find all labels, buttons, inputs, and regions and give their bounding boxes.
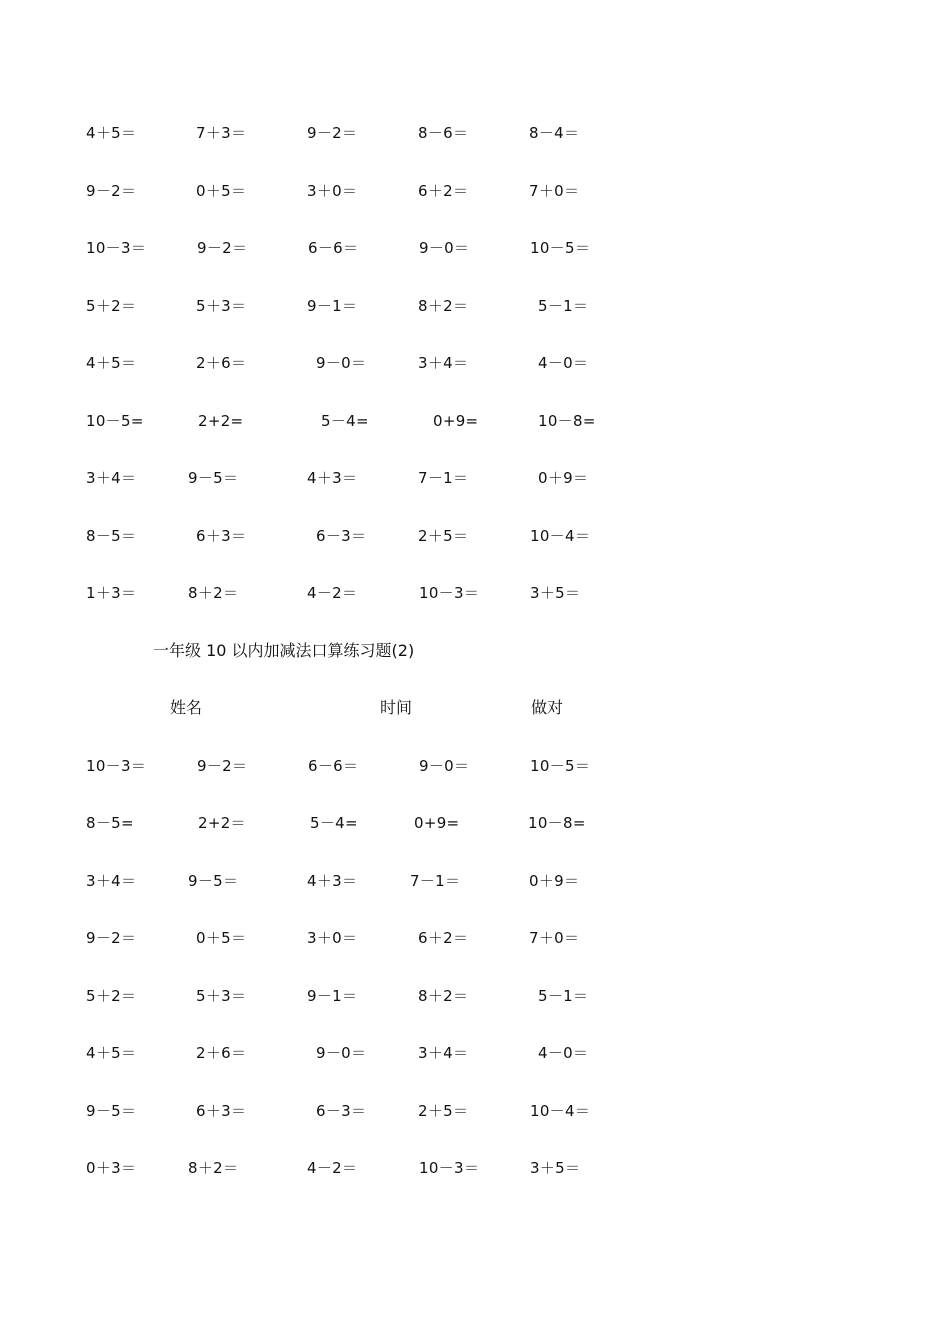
problem: 5－1＝ bbox=[538, 987, 589, 1005]
problem: 0＋9＝ bbox=[529, 872, 580, 890]
problem-row bbox=[0, 1041, 950, 1065]
problem: 4－0＝ bbox=[538, 1044, 589, 1062]
problem: 4＋3＝ bbox=[307, 872, 358, 890]
problem: 9－2＝ bbox=[307, 124, 358, 142]
correct-label: 做对 bbox=[531, 698, 564, 717]
problem: 6－6＝ bbox=[308, 757, 359, 775]
problem-row bbox=[0, 1099, 950, 1123]
problem-row bbox=[0, 409, 950, 433]
problem: 9－1＝ bbox=[307, 987, 358, 1005]
problem: 4＋3＝ bbox=[307, 469, 358, 487]
problem: 9－2＝ bbox=[197, 239, 248, 257]
problem: 2＋5＝ bbox=[418, 527, 469, 545]
problem: 0＋3＝ bbox=[86, 1159, 137, 1177]
problem-row bbox=[0, 984, 950, 1008]
problem-row bbox=[0, 1156, 950, 1180]
problem: 7－1＝ bbox=[410, 872, 461, 890]
problem: 5＋2＝ bbox=[86, 297, 137, 315]
problem: 9－2＝ bbox=[197, 757, 248, 775]
problem: 3＋5＝ bbox=[530, 1159, 581, 1177]
problem: 7＋3＝ bbox=[196, 124, 247, 142]
problem: 0+9= bbox=[433, 412, 479, 430]
problem: 2＋6＝ bbox=[196, 354, 247, 372]
problem: 4－2＝ bbox=[307, 584, 358, 602]
problem: 8－5＝ bbox=[86, 527, 137, 545]
problem: 10－5= bbox=[86, 412, 144, 430]
problem-row bbox=[0, 466, 950, 490]
problem: 8－4＝ bbox=[529, 124, 580, 142]
name-label: 姓名 bbox=[170, 698, 203, 717]
problem: 8＋2＝ bbox=[188, 1159, 239, 1177]
problem: 6＋3＝ bbox=[196, 527, 247, 545]
problem-row bbox=[0, 524, 950, 548]
problem: 6－3＝ bbox=[316, 1102, 367, 1120]
problem-row bbox=[0, 581, 950, 605]
problem: 8－6＝ bbox=[418, 124, 469, 142]
problem: 4－2＝ bbox=[307, 1159, 358, 1177]
problem: 5－4= bbox=[321, 412, 369, 430]
problem: 3＋0＝ bbox=[307, 182, 358, 200]
problem: 3＋4＝ bbox=[418, 1044, 469, 1062]
problem-row bbox=[0, 926, 950, 950]
problem: 4＋5＝ bbox=[86, 354, 137, 372]
problem: 8＋2＝ bbox=[418, 297, 469, 315]
problem: 4＋5＝ bbox=[86, 1044, 137, 1062]
problem: 2+2＝ bbox=[198, 814, 246, 832]
problem: 3＋4＝ bbox=[86, 872, 137, 890]
problem: 10－8= bbox=[538, 412, 596, 430]
problem: 6＋2＝ bbox=[418, 182, 469, 200]
problem-row bbox=[0, 811, 950, 835]
problem-row bbox=[0, 179, 950, 203]
problem: 3＋0＝ bbox=[307, 929, 358, 947]
problem: 10－4＝ bbox=[530, 1102, 591, 1120]
problem: 8＋2＝ bbox=[188, 584, 239, 602]
problem-row bbox=[0, 754, 950, 778]
problem: 7＋0＝ bbox=[529, 182, 580, 200]
problem: 10－3＝ bbox=[419, 1159, 480, 1177]
problem: 6＋3＝ bbox=[196, 1102, 247, 1120]
problem: 9－2＝ bbox=[86, 929, 137, 947]
problem: 9－5＝ bbox=[188, 469, 239, 487]
problem: 9－2＝ bbox=[86, 182, 137, 200]
problem-row bbox=[0, 236, 950, 260]
problem: 9－5＝ bbox=[188, 872, 239, 890]
problem: 10－3＝ bbox=[86, 757, 147, 775]
problem: 0＋9＝ bbox=[538, 469, 589, 487]
problem: 0＋5＝ bbox=[196, 182, 247, 200]
problem: 5－4= bbox=[310, 814, 358, 832]
problem: 4－0＝ bbox=[538, 354, 589, 372]
problem: 10－4＝ bbox=[530, 527, 591, 545]
problem: 8－5= bbox=[86, 814, 134, 832]
problem: 9－0＝ bbox=[419, 239, 470, 257]
problem: 10－5＝ bbox=[530, 239, 591, 257]
problem: 7－1＝ bbox=[418, 469, 469, 487]
problem: 9－0＝ bbox=[316, 1044, 367, 1062]
problem: 5＋3＝ bbox=[196, 297, 247, 315]
problem: 0+9= bbox=[414, 814, 460, 832]
problem: 10－3＝ bbox=[86, 239, 147, 257]
problem: 1＋3＝ bbox=[86, 584, 137, 602]
problem: 10－8= bbox=[528, 814, 586, 832]
problem: 5－1＝ bbox=[538, 297, 589, 315]
problem: 9－0＝ bbox=[419, 757, 470, 775]
problem: 4＋5＝ bbox=[86, 124, 137, 142]
problem: 2+2= bbox=[198, 412, 244, 430]
problem: 0＋5＝ bbox=[196, 929, 247, 947]
problem: 8＋2＝ bbox=[418, 987, 469, 1005]
problem: 3＋4＝ bbox=[418, 354, 469, 372]
problem: 6＋2＝ bbox=[418, 929, 469, 947]
problem: 3＋4＝ bbox=[86, 469, 137, 487]
problem: 7＋0＝ bbox=[529, 929, 580, 947]
problem-row bbox=[0, 869, 950, 893]
problem: 10－3＝ bbox=[419, 584, 480, 602]
problem: 6－6＝ bbox=[308, 239, 359, 257]
problem: 5＋3＝ bbox=[196, 987, 247, 1005]
problem: 9－1＝ bbox=[307, 297, 358, 315]
problem-row bbox=[0, 121, 950, 145]
problem: 2＋5＝ bbox=[418, 1102, 469, 1120]
time-label: 时间 bbox=[380, 698, 413, 717]
problem: 2＋6＝ bbox=[196, 1044, 247, 1062]
problem: 5＋2＝ bbox=[86, 987, 137, 1005]
problem: 10－5＝ bbox=[530, 757, 591, 775]
problem: 6－3＝ bbox=[316, 527, 367, 545]
worksheet-title: 一年级 10 以内加减法口算练习题(2) bbox=[153, 641, 415, 660]
problem-row bbox=[0, 294, 950, 318]
problem: 3＋5＝ bbox=[530, 584, 581, 602]
problem: 9－0＝ bbox=[316, 354, 367, 372]
problem-row bbox=[0, 351, 950, 375]
problem: 9－5＝ bbox=[86, 1102, 137, 1120]
